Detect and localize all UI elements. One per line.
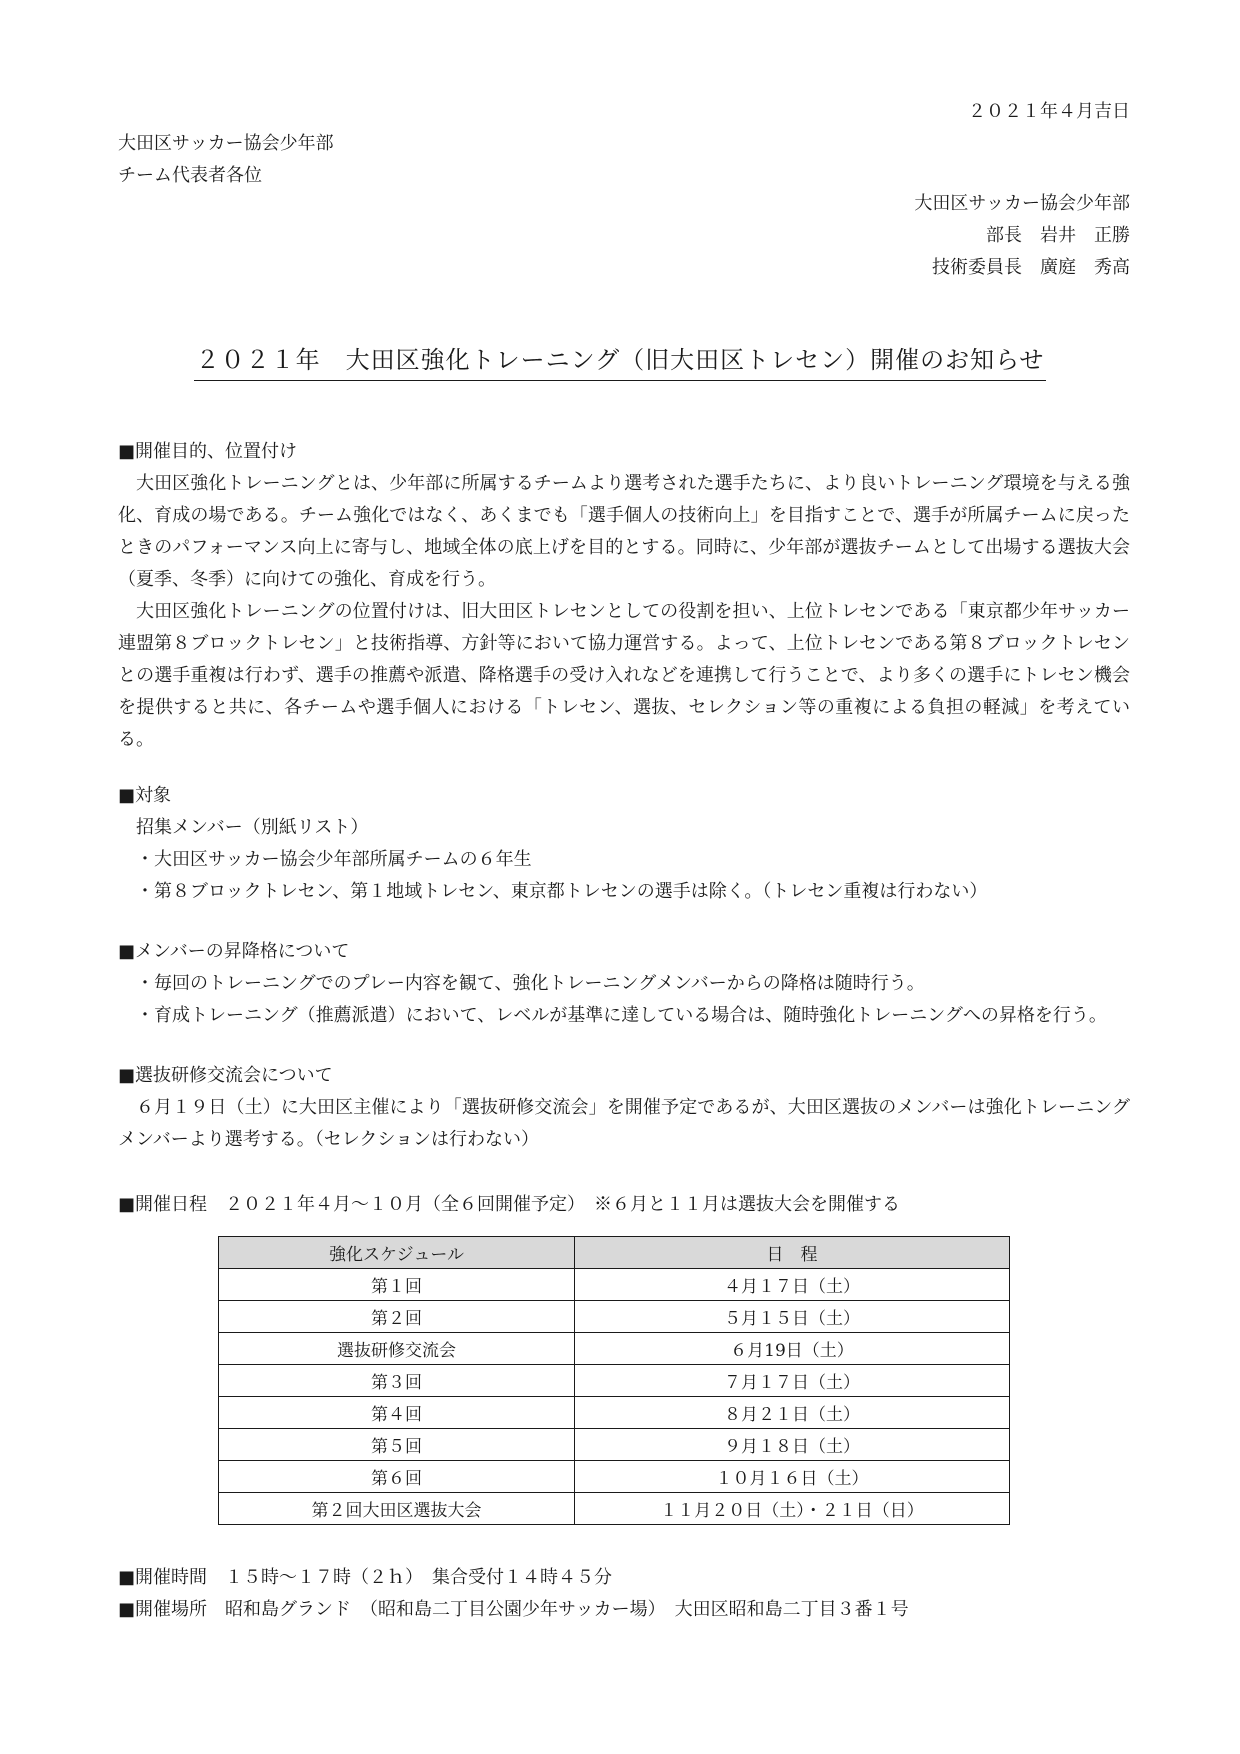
schedule-session: 第１回 bbox=[219, 1269, 575, 1301]
document-title-row bbox=[0, 340, 1240, 381]
purpose-paragraph-1: 大田区強化トレーニングとは、少年部に所属するチームより選考された選手たちに、より良いトレーニング環境を与える強化、育成の場である。チーム強化ではなく、あくまでも「選手個人の技術向上」を目指すことで、選手が所属チームに戻ったときのパフォーマンス向上に寄与し、地域全体の底上げを目的とする。同時に、少年部が選抜チームとして出場する選抜大会（夏季、冬季）に向けての強化、育成を行う。 bbox=[118, 473, 1130, 590]
exchange-section bbox=[118, 1060, 1130, 1156]
purpose-heading: ■開催目的、位置付け bbox=[118, 441, 298, 462]
schedule-session: 選抜研修交流会 bbox=[219, 1333, 575, 1365]
issue-date: ２０２１年４月吉日 bbox=[968, 101, 1130, 122]
table-row bbox=[219, 1397, 1010, 1429]
event-time: ■開催時間 １５時～１７時（２ｈ） 集合受付１４時４５分 bbox=[118, 1567, 613, 1588]
purpose-paragraph-2: 大田区強化トレーニングの位置付けは、旧大田区トレセンとしての役割を担い、上位トレセンである「東京都少年サッカー連盟第８ブロックトレセン」と技術指導、方針等において協力運営する。よって、上位トレセンである第８ブロックトレセンとの選手重複は行わず、選手の推薦や派遣、降格選手の受け入れなどを連携して行うことで、より多くの選手にトレセン機会を提供すると共に、各チームや選手個人における「トレセン、選抜、セレクション等の重複による負担の軽減」を考えている。 bbox=[118, 601, 1130, 750]
table-row bbox=[219, 1461, 1010, 1493]
recipient-block bbox=[118, 128, 334, 192]
table-row bbox=[219, 1333, 1010, 1365]
schedule-session: 第６回 bbox=[219, 1461, 575, 1493]
target-bullet-2: ・第８ブロックトレセン、第１地域トレセン、東京都トレセンの選手は除く。（トレセン重複は行わない） bbox=[136, 881, 988, 902]
schedule-session: 第５回 bbox=[219, 1429, 575, 1461]
schedule-col-header: 強化スケジュール bbox=[219, 1237, 575, 1269]
schedule-date: ７月１７日（土） bbox=[575, 1365, 1010, 1397]
schedule-date: ５月１５日（土） bbox=[575, 1301, 1010, 1333]
exchange-heading: ■選抜研修交流会について bbox=[118, 1065, 333, 1086]
schedule-date: ６月19日（土） bbox=[575, 1333, 1010, 1365]
schedule-table bbox=[218, 1236, 1010, 1525]
recipient-org: 大田区サッカー協会少年部 bbox=[118, 133, 334, 154]
schedule-date: ８月２１日（土） bbox=[575, 1397, 1010, 1429]
schedule-session: 第３回 bbox=[219, 1365, 575, 1397]
sender-director: 部長 岩井 正勝 bbox=[986, 225, 1130, 246]
event-place: ■開催場所 昭和島グランド （昭和島二丁目公園少年サッカー場） 大田区昭和島二丁目３番１号 bbox=[118, 1599, 909, 1620]
schedule-header-row bbox=[219, 1237, 1010, 1269]
table-row bbox=[219, 1493, 1010, 1525]
recipient-target: チーム代表者各位 bbox=[118, 165, 262, 186]
schedule-date: ９月１８日（土） bbox=[575, 1429, 1010, 1461]
purpose-section bbox=[118, 436, 1130, 756]
schedule-session: 第２回 bbox=[219, 1301, 575, 1333]
schedule-date: １１月２０日（土）・２１日（日） bbox=[575, 1493, 1010, 1525]
sender-org: 大田区サッカー協会少年部 bbox=[914, 193, 1130, 214]
schedule-session: 第２回大田区選抜大会 bbox=[219, 1493, 575, 1525]
target-bullet-1: ・大田区サッカー協会少年部所属チームの６年生 bbox=[136, 849, 532, 870]
promotion-bullet-2: ・育成トレーニング（推薦派遣）において、レベルが基準に達している場合は、随時強化トレーニングへの昇格を行う。 bbox=[136, 1005, 1107, 1026]
target-line: 招集メンバー（別紙リスト） bbox=[136, 817, 369, 838]
schedule-col-header: 日 程 bbox=[575, 1237, 1010, 1269]
promotion-section bbox=[118, 936, 1130, 1032]
exchange-paragraph: ６月１９日（土）に大田区主催により「選抜研修交流会」を開催予定であるが、大田区選抜のメンバーは強化トレーニングメンバーより選考する。（セレクションは行わない） bbox=[118, 1097, 1130, 1150]
schedule-session: 第４回 bbox=[219, 1397, 575, 1429]
table-row bbox=[219, 1365, 1010, 1397]
target-heading: ■対象 bbox=[118, 785, 172, 806]
schedule-date: １０月１６日（土） bbox=[575, 1461, 1010, 1493]
schedule-date: ４月１７日（土） bbox=[575, 1269, 1010, 1301]
table-row bbox=[219, 1429, 1010, 1461]
promotion-bullet-1: ・毎回のトレーニングでのプレー内容を観て、強化トレーニングメンバーからの降格は随時行う。 bbox=[136, 973, 925, 994]
sender-committee-chair: 技術委員長 廣庭 秀高 bbox=[932, 257, 1130, 278]
document-title: ２０２１年 大田区強化トレーニング（旧大田区トレセン）開催のお知らせ bbox=[194, 340, 1047, 381]
target-section bbox=[118, 780, 1130, 908]
table-row bbox=[219, 1301, 1010, 1333]
sender-block bbox=[914, 188, 1130, 284]
schedule-heading: ■開催日程 ２０２１年４月～１０月（全６回開催予定） ※６月と１１月は選抜大会を開催する bbox=[118, 1194, 901, 1215]
table-row bbox=[219, 1269, 1010, 1301]
promotion-heading: ■メンバーの昇降格について bbox=[118, 941, 350, 962]
